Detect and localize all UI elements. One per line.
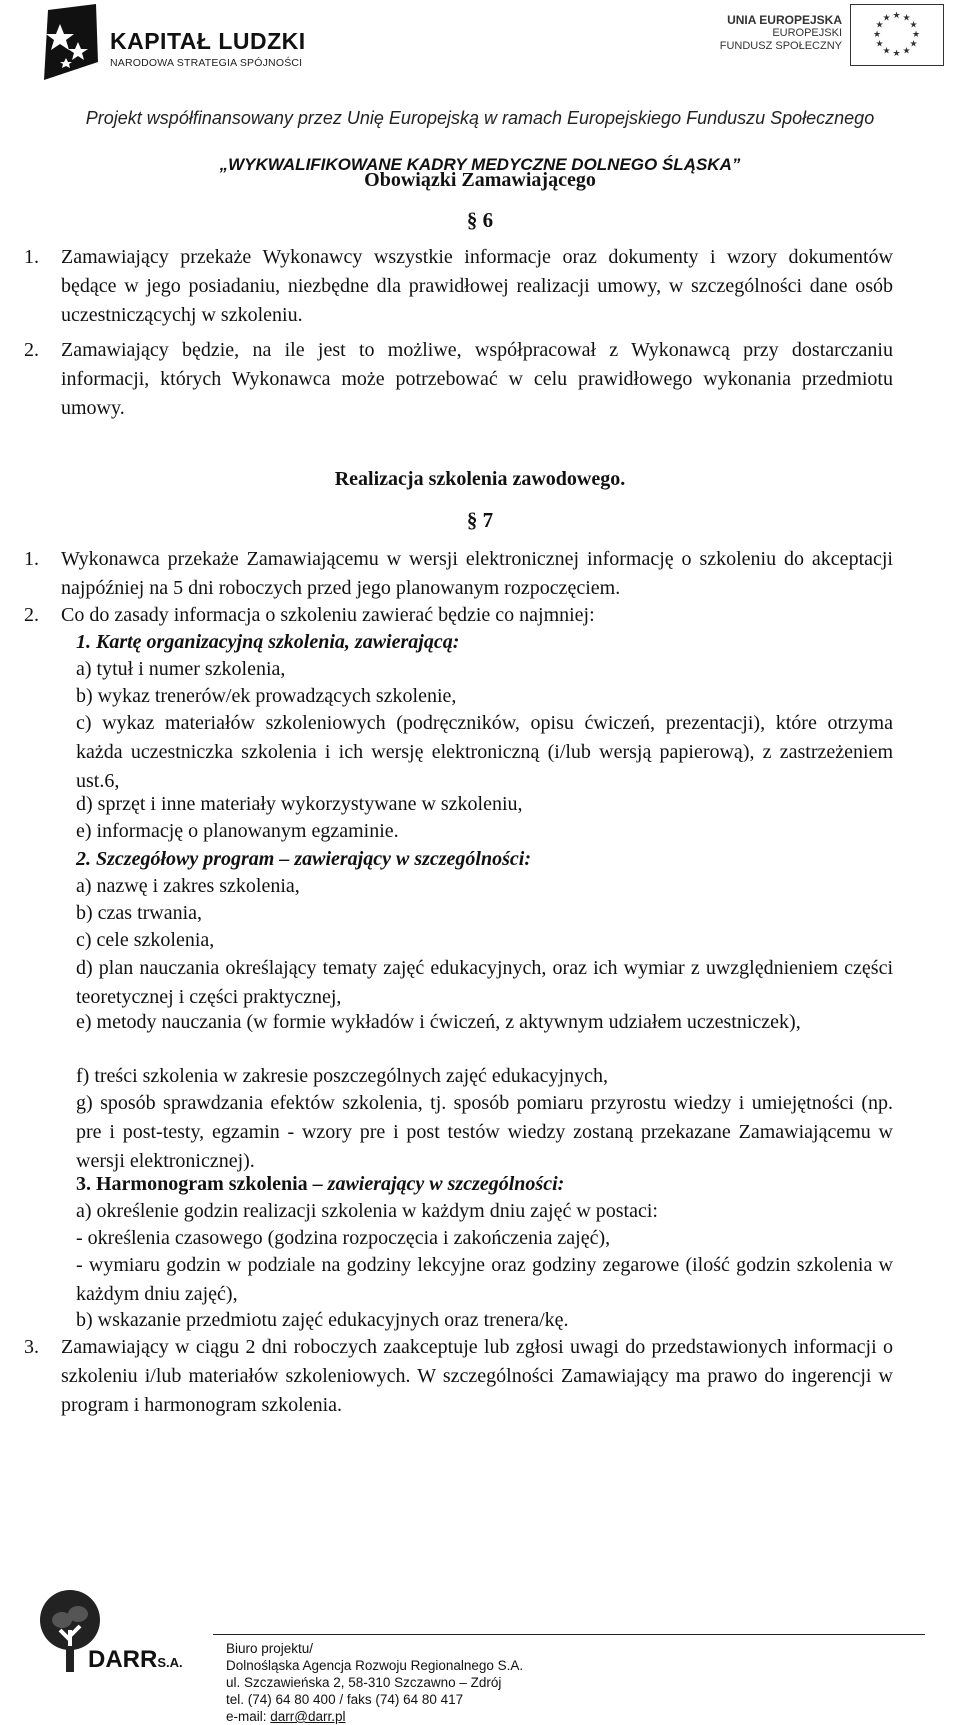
eu-logo-line1: UNIA EUROPEJSKA <box>727 13 842 27</box>
project-cofinancing-line: Projekt współfinansowany przez Unię Europejską w ramach Europejskiego Funduszu Społecznego <box>85 108 875 128</box>
section7-mark: § 7 <box>466 508 494 532</box>
program-item-g: g) sposób sprawdzania efektów szkolenia, tj. sposób pomiaru przyrostu wiedzy i umiejętności (np. pre i post-testy, egzamin - wzory pre i post testów wiedzy zostaną przekazane Zamawiającemu w wersji elektronicznej). <box>76 1092 893 1172</box>
program-item-c: c) cele szkolenia, <box>76 929 215 951</box>
footer-line1: Biuro projektu/ <box>226 1641 314 1656</box>
szczegolowy-program-heading: 2. Szczegółowy program – zawierający w szczególności: <box>76 848 531 870</box>
karta-item-a: a) tytuł i numer szkolenia, <box>76 658 286 680</box>
darr-logo-suffix: S.A. <box>157 1655 183 1670</box>
program-item-f: f) treści szkolenia w zakresie poszczególnych zajęć edukacyjnych, <box>76 1065 608 1087</box>
svg-text:★: ★ <box>892 49 901 59</box>
program-item-a: a) nazwę i zakres szkolenia, <box>76 875 300 897</box>
eu-logo-line3: FUNDUSZ SPOŁECZNY <box>719 40 842 52</box>
karta-item-b: b) wykaz trenerów/ek prowadzących szkolenie, <box>76 685 457 707</box>
kl-logo-subtitle: NARODOWA STRATEGIA SPÓJNOŚCI <box>110 57 303 69</box>
project-title: „WYKWALIFIKOWANE KADRY MEDYCZNE DOLNEGO ŚLĄSKA” <box>219 155 741 174</box>
kapital-ludzki-emblem-icon <box>38 2 104 84</box>
footer-line4: tel. (74) 64 80 400 / faks (74) 64 80 417 <box>226 1692 464 1707</box>
section6-title: Obowiązki Zamawiającego <box>364 169 596 191</box>
section7-item2-number: 2. <box>24 604 39 626</box>
section7-title: Realizacja szkolenia zawodowego. <box>334 468 626 490</box>
harmonogram-heading-bold: 3. Harmonogram szkolenia – <box>76 1173 328 1195</box>
program-item-e: e) metody nauczania (w formie wykładów i ćwiczeń, z aktywnym udziałem uczestniczek), <box>76 1011 801 1033</box>
karta-item-e: e) informację o planowanym egzaminie. <box>76 820 399 842</box>
section6-mark: § 6 <box>466 208 494 232</box>
darr-logo-name: DARR <box>88 1646 158 1673</box>
harmonogram-heading <box>76 1170 893 1199</box>
karta-organizacyjna-heading: 1. Kartę organizacyjną szkolenia, zawierającą: <box>76 631 460 653</box>
karta-item-c: c) wykaz materiałów szkoleniowych (podręczników, opisu ćwiczeń, prezentacji), które otrzyma każda uczestniczka szkolenia i ich wersję elektroniczną (i/lub wersją papierową), z zastrzeżeniem ust.6, <box>76 712 893 792</box>
svg-text:★: ★ <box>882 13 891 24</box>
kapital-ludzki-logo <box>38 2 318 84</box>
svg-text:★: ★ <box>892 11 901 21</box>
harmonogram-heading-italic: zawierający w szczególności: <box>327 1173 565 1195</box>
kl-logo-name: KAPITAŁ LUDZKI <box>110 28 306 54</box>
harmonogram-item-a2: - wymiaru godzin w podziale na godziny lekcyjne oraz godziny zegarowe (ilość godzin szkolenia w każdym dniu zajęć), <box>76 1254 893 1305</box>
eu-logo-line2: EUROPEJSKI <box>772 27 842 39</box>
footer-line2: Dolnośląska Agencja Rozwoju Regionalnego S.A. <box>226 1658 524 1673</box>
eu-logo <box>700 4 944 66</box>
svg-text:★: ★ <box>875 39 884 50</box>
footer-divider <box>213 1634 925 1635</box>
section7-item1-text: Wykonawca przekaże Zamawiającemu w wersji elektronicznej informację o szkoleniu do akceptacji najpóźniej na 5 dni roboczych przed jego planowanym rozpoczęciem. <box>61 548 893 599</box>
svg-text:★: ★ <box>909 39 918 50</box>
svg-text:★: ★ <box>872 30 882 40</box>
footer-email-label: e-mail: <box>226 1709 271 1724</box>
footer-line5 <box>226 1708 523 1725</box>
harmonogram-item-b: b) wskazanie przedmiotu zajęć edukacyjnych oraz trenera/kę. <box>76 1309 569 1331</box>
program-item-b: b) czas trwania, <box>76 902 203 924</box>
section6-item2-number: 2. <box>24 339 39 361</box>
footer-email-link[interactable]: darr@darr.pl <box>270 1709 346 1724</box>
footer-line3: ul. Szczawieńska 2, 58-310 Szczawno – Zdrój <box>226 1675 502 1690</box>
harmonogram-item-a: a) określenie godzin realizacji szkolenia w każdym dniu zajęć w postaci: <box>76 1200 658 1222</box>
program-item-d: d) plan nauczania określający tematy zajęć edukacyjnych, oraz ich wymiar z uwzględnieniem części teoretycznej i części praktycznej, <box>76 957 893 1008</box>
section7-item3-text: Zamawiający w ciągu 2 dni roboczych zaakceptuje lub zgłosi uwagi do przedstawionych informacji o szkoleniu i/lub materiałów szkoleniowych. W szczególności Zamawiający ma prawo do ingerencji w program i harmonogram szkolenia. <box>61 1336 893 1416</box>
svg-text:★: ★ <box>902 13 911 24</box>
harmonogram-item-a1: - określenia czasowego (godzina rozpoczęcia i zakończenia zajęć), <box>76 1227 611 1249</box>
darr-logo <box>40 1590 200 1674</box>
svg-text:★: ★ <box>902 46 911 57</box>
svg-text:★: ★ <box>909 20 918 31</box>
karta-item-d: d) sprzęt i inne materiały wykorzystywane w szkoleniu, <box>76 793 523 815</box>
svg-text:★: ★ <box>911 30 921 40</box>
section6-item1-number: 1. <box>24 246 39 268</box>
svg-text:★: ★ <box>875 20 884 31</box>
svg-text:★: ★ <box>882 46 891 57</box>
eu-flag-icon <box>850 4 944 66</box>
section6-item1-text: Zamawiający przekaże Wykonawcy wszystkie informacje oraz dokumenty i wzory dokumentów będące w jego posiadaniu, niezbędne dla prawidłowej realizacji umowy, w szczególności dane osób uczestniczącychj w szkoleniu. <box>61 246 893 326</box>
section7-item2-text: Co do zasady informacja o szkoleniu zawierać będzie co najmniej: <box>61 604 595 626</box>
footer-address <box>226 1640 523 1725</box>
section7-item3-number: 3. <box>24 1336 39 1358</box>
section6-item2-text: Zamawiający będzie, na ile jest to możliwe, współpracował z Wykonawcą przy dostarczaniu informacji, których Wykonawca może potrzebować w celu prawidłowego wykonania przedmiotu umowy. <box>61 339 893 419</box>
section7-item1-number: 1. <box>24 548 39 570</box>
